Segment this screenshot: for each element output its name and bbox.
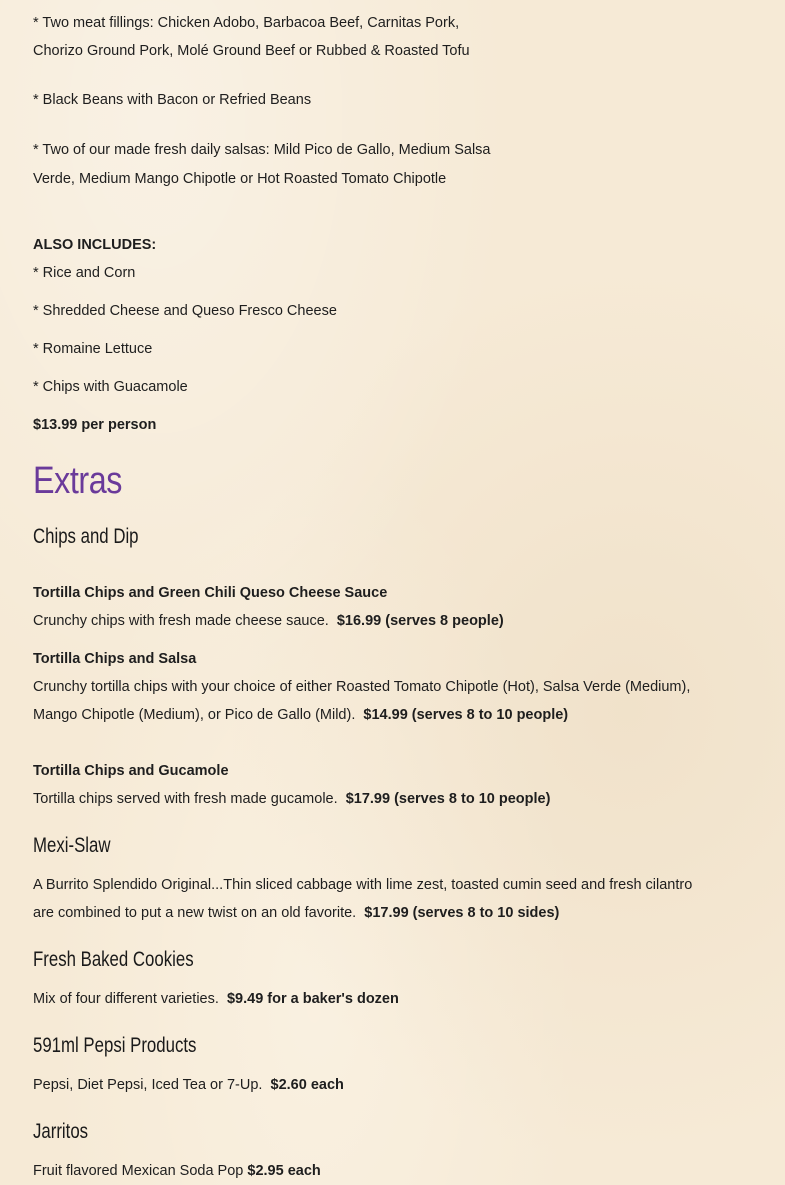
slaw-line-2 [33,899,559,927]
extras-title: Extras [33,460,122,502]
salsa-price: $14.99 (serves 8 to 10 people) [363,707,569,723]
salsa-name: Tortilla Chips and Salsa [33,651,197,667]
per-person-price: $13.99 per person [33,417,157,433]
chips-heading: Chips and Dip [33,525,139,548]
cookies-line [33,985,399,1013]
salsa-desc-1: Crunchy tortilla chips with your choice of either Roasted Tomato Chipotle (Hot), Salsa Verde (Medium), [33,679,691,695]
guac-price: $17.99 (serves 8 to 10 people) [345,791,551,807]
slaw-price: $17.99 (serves 8 to 10 sides) [364,905,560,921]
salsas-line-1: * Two of our made fresh daily salsas: Mild Pico de Gallo, Medium Salsa [33,142,491,158]
cookies-desc: Mix of four different varieties. [33,991,219,1007]
include-item: * Rice and Corn [33,265,136,281]
fillings-line-2: Chorizo Ground Pork, Molé Ground Beef or Rubbed & Roasted Tofu [33,43,470,59]
fillings-line-1: * Two meat fillings: Chicken Adobo, Barbacoa Beef, Carnitas Pork, [33,15,460,31]
jarritos-desc: Fruit flavored Mexican Soda Pop [33,1163,244,1179]
pepsi-line [33,1071,344,1099]
jarritos-price: $2.95 each [247,1163,321,1179]
cookies-heading: Fresh Baked Cookies [33,948,194,971]
queso-price: $16.99 (serves 8 people) [336,613,504,629]
guac-name: Tortilla Chips and Gucamole [33,763,229,779]
salsa-desc-2: Mango Chipotle (Medium), or Pico de Gallo (Mild). [33,707,356,723]
queso-line [33,607,504,635]
slaw-desc-1: A Burrito Splendido Original...Thin sliced cabbage with lime zest, toasted cumin seed and fresh cilantro [33,877,693,893]
include-item: * Chips with Guacamole [33,379,188,395]
salsas-line-2: Verde, Medium Mango Chipotle or Hot Roasted Tomato Chipotle [33,171,447,187]
includes-heading: ALSO INCLUDES: [33,237,157,253]
jarritos-heading: Jarritos [33,1120,89,1143]
guac-desc: Tortilla chips served with fresh made gucamole. [33,791,338,807]
include-item: * Romaine Lettuce [33,341,153,357]
jarritos-line [33,1157,321,1185]
pepsi-price: $2.60 each [270,1077,344,1093]
queso-desc: Crunchy chips with fresh made cheese sauce. [33,613,329,629]
pepsi-desc: Pepsi, Diet Pepsi, Iced Tea or 7-Up. [33,1077,263,1093]
guac-line [33,785,550,813]
slaw-desc-2: are combined to put a new twist on an old favorite. [33,905,357,921]
pepsi-heading: 591ml Pepsi Products [33,1034,197,1057]
beans-line: * Black Beans with Bacon or Refried Beans [33,92,312,108]
cookies-price: $9.49 for a baker's dozen [226,991,399,1007]
queso-name: Tortilla Chips and Green Chili Queso Cheese Sauce [33,585,388,601]
include-item: * Shredded Cheese and Queso Fresco Cheese [33,303,337,319]
salsa-line-2 [33,701,568,729]
slaw-heading: Mexi-Slaw [33,834,111,857]
